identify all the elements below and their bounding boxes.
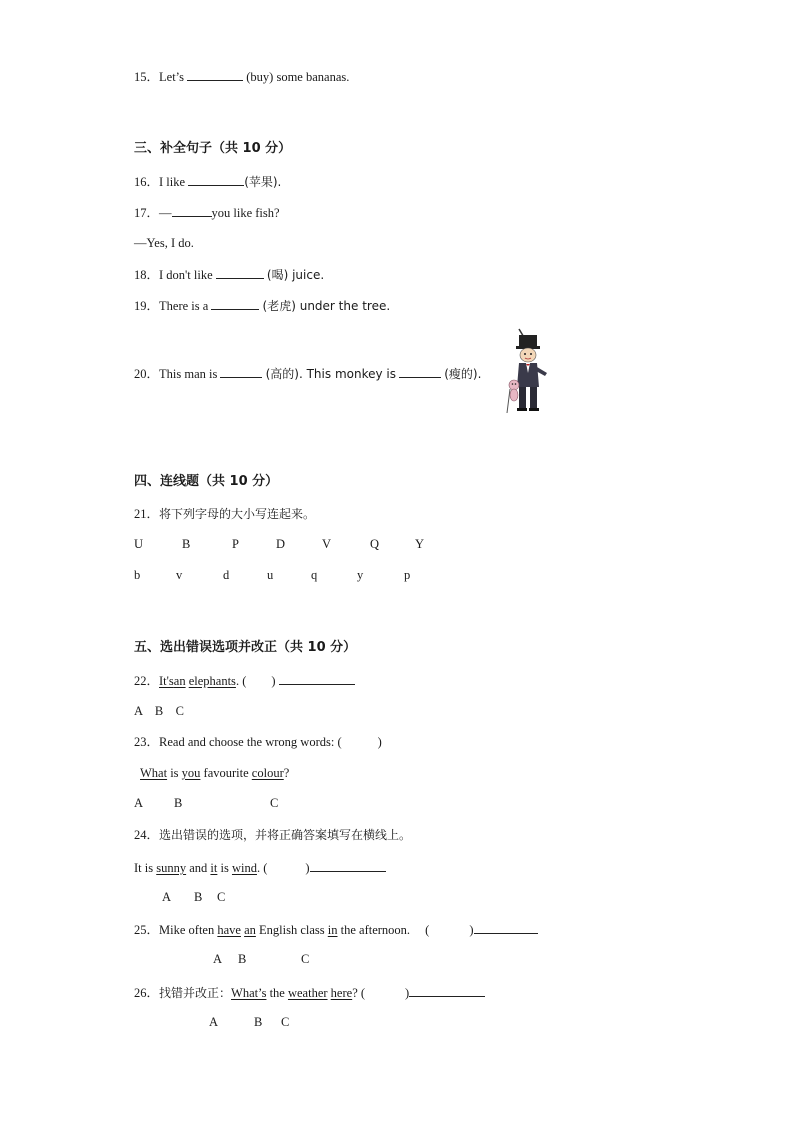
- lowercase-letter[interactable]: b: [134, 568, 141, 582]
- option-c: C: [217, 890, 226, 904]
- question-17: 17．— you like fish?: [134, 206, 280, 220]
- option-b: B: [174, 796, 183, 810]
- question-24: 24．选出错误的选项，并将正确答案填写在横线上。: [134, 828, 412, 842]
- question-17-answer: —Yes, I do.: [134, 236, 194, 250]
- lowercase-letter[interactable]: u: [267, 568, 274, 582]
- question-23-sentence: What is you favourite colour?: [140, 766, 290, 780]
- uppercase-letter[interactable]: Q: [370, 537, 380, 551]
- answer-blank[interactable]: [409, 984, 485, 997]
- lowercase-letter[interactable]: q: [311, 568, 318, 582]
- uppercase-letter[interactable]: D: [276, 537, 286, 551]
- lowercase-letter[interactable]: v: [176, 568, 183, 582]
- option-a: A: [213, 952, 223, 966]
- question-21: 21．将下列字母的大小写连起来。: [134, 507, 316, 521]
- answer-blank[interactable]: [310, 859, 386, 872]
- question-20: 20．This man is (高的). This monkey is (瘦的).: [134, 367, 482, 381]
- question-23: 23．Read and choose the wrong words: ( ): [134, 735, 382, 749]
- section-5-title: 五、选出错误选项并改正（共 10 分）: [134, 640, 357, 655]
- answer-blank[interactable]: [474, 921, 538, 934]
- uppercase-letter[interactable]: P: [232, 537, 239, 551]
- answer-blank[interactable]: [187, 68, 243, 81]
- option-c: C: [270, 796, 279, 810]
- uppercase-letter[interactable]: U: [134, 537, 144, 551]
- answer-blank[interactable]: [172, 204, 212, 217]
- man-and-monkey-illustration: [505, 327, 555, 415]
- question-19: 19．There is a (老虎) under the tree.: [134, 299, 391, 313]
- answer-blank[interactable]: [211, 297, 259, 310]
- lowercase-letter[interactable]: y: [357, 568, 364, 582]
- answer-blank[interactable]: [216, 266, 264, 279]
- option-b: B: [194, 890, 203, 904]
- question-25: 25．Mike often have an English class in the afternoon. ( ): [134, 921, 538, 938]
- uppercase-letter[interactable]: Y: [415, 537, 425, 551]
- question-18: 18．I don't like (喝) juice.: [134, 268, 325, 282]
- lowercase-letter[interactable]: p: [404, 568, 411, 582]
- answer-blank[interactable]: [399, 365, 441, 378]
- question-26: 26．找错并改正：What’s the weather here? ( ): [134, 984, 485, 1001]
- option-b: B: [238, 952, 247, 966]
- answer-blank[interactable]: [220, 365, 262, 378]
- option-a: A: [134, 796, 144, 810]
- option-a: A: [162, 890, 172, 904]
- option-b: B: [254, 1015, 263, 1029]
- answer-paren[interactable]: ( ): [242, 674, 276, 688]
- option-c: C: [281, 1015, 290, 1029]
- question-15: 15．Let’s (buy) some bananas.: [134, 70, 350, 84]
- question-22-options: A B C: [134, 704, 185, 718]
- answer-blank[interactable]: [188, 173, 244, 186]
- option-c: C: [301, 952, 310, 966]
- question-24-sentence: It is sunny and it is wind. ( ): [134, 859, 386, 876]
- answer-blank[interactable]: [279, 672, 355, 685]
- question-22: 22．It'san elephants. ( ): [134, 672, 355, 689]
- uppercase-letter[interactable]: B: [182, 537, 191, 551]
- question-16: 16．I like (苹果).: [134, 175, 282, 189]
- section-4-title: 四、连线题（共 10 分）: [134, 474, 279, 489]
- uppercase-letter[interactable]: V: [322, 537, 332, 551]
- option-a: A: [209, 1015, 219, 1029]
- section-3-title: 三、补全句子（共 10 分）: [134, 141, 292, 156]
- lowercase-letter[interactable]: d: [223, 568, 230, 582]
